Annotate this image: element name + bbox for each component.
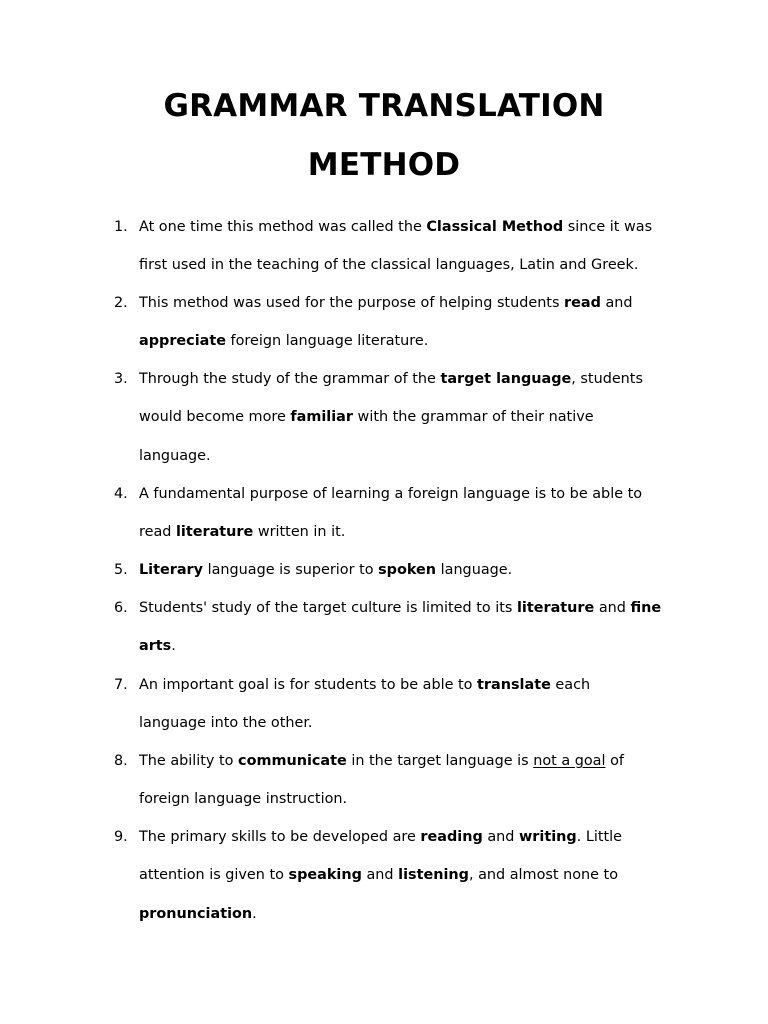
list-item-line: language.: [139, 448, 211, 464]
list-item-line: A fundamental purpose of learning a foreign language is to be able to: [139, 486, 643, 502]
text-run: would become more: [139, 409, 291, 425]
list-item-number: 6.: [114, 600, 128, 616]
list-item-line: first used in the teaching of the classical languages, Latin and Greek.: [139, 257, 639, 273]
bold-term: literature: [516, 600, 595, 616]
text-run: since it was: [563, 219, 653, 235]
text-run: .: [171, 638, 176, 654]
text-run: foreign language literature.: [225, 333, 429, 349]
text-run: Students' study of the target culture is limited to its: [139, 600, 517, 616]
bold-term: reading: [420, 829, 483, 845]
bold-term: pronunciation: [139, 906, 253, 922]
list-item-number: 1.: [114, 219, 128, 235]
bold-term: appreciate: [139, 333, 226, 349]
text-run: At one time this method was called the: [139, 219, 427, 235]
bold-term: speaking: [288, 867, 362, 883]
text-run: of: [605, 753, 624, 769]
list-item-line: [139, 407, 594, 427]
text-run: .: [252, 906, 257, 922]
text-run: written in it.: [253, 524, 346, 540]
list-item-number: 9.: [114, 829, 128, 845]
list-item-number: 4.: [114, 486, 128, 502]
list-item-line: [139, 904, 257, 924]
list-item-number: 8.: [114, 753, 128, 769]
list-item-line: [139, 331, 428, 351]
text-run: and: [600, 295, 633, 311]
text-run: each: [550, 677, 591, 693]
list-item-line: [139, 522, 345, 542]
list-item-number: 2.: [114, 295, 128, 311]
text-run: language is superior to: [203, 562, 379, 578]
list-item-line: [139, 827, 622, 847]
text-run: . Little: [576, 829, 623, 845]
list-item-line: [139, 751, 624, 771]
text-run: The primary skills to be developed are: [139, 829, 421, 845]
list-item-line: [139, 369, 643, 389]
bold-term: listening: [398, 867, 469, 883]
text-run: and: [361, 867, 399, 883]
bold-term: read: [564, 295, 601, 311]
document-title-line-1: GRAMMAR TRANSLATION: [163, 88, 605, 124]
list-item-line: foreign language instruction.: [139, 791, 348, 807]
list-item-number: 3.: [114, 371, 128, 387]
bold-term: familiar: [290, 409, 353, 425]
bold-term: target language: [440, 371, 572, 387]
bold-term: Literary: [139, 562, 204, 578]
text-run: This method was used for the purpose of helping students: [139, 295, 565, 311]
list-item-line: [139, 865, 618, 885]
list-item-line: [139, 598, 661, 618]
bold-term: arts: [139, 638, 172, 654]
document-title-line-2: METHOD: [307, 147, 461, 183]
bold-term: spoken: [378, 562, 437, 578]
text-run: attention is given to: [139, 867, 289, 883]
text-run: , and almost none to: [468, 867, 619, 883]
text-run: and: [482, 829, 520, 845]
bold-term: fine: [630, 600, 662, 616]
list-item-line: [139, 636, 176, 656]
bold-term: Classical Method: [426, 219, 564, 235]
text-run: with the grammar of their native: [352, 409, 594, 425]
list-item-number: 7.: [114, 677, 128, 693]
list-item-line: [139, 560, 512, 580]
bold-term: translate: [477, 677, 551, 693]
bold-term: communicate: [238, 753, 347, 769]
bold-term: literature: [175, 524, 254, 540]
text-run: and: [594, 600, 631, 616]
list-item-line: [139, 675, 590, 695]
text-run: Through the study of the grammar of the: [139, 371, 441, 387]
list-item-line: language into the other.: [139, 715, 313, 731]
text-run: An important goal is for students to be able to: [139, 677, 478, 693]
list-item-line: [139, 217, 652, 237]
underlined-term: not a goal: [533, 753, 606, 769]
text-run: The ability to: [139, 753, 239, 769]
text-run: , students: [571, 371, 643, 387]
text-run: in the target language is: [346, 753, 534, 769]
list-item-number: 5.: [114, 562, 128, 578]
text-run: language.: [436, 562, 513, 578]
list-item-line: [139, 293, 633, 313]
text-run: read: [139, 524, 176, 540]
bold-term: writing: [519, 829, 577, 845]
